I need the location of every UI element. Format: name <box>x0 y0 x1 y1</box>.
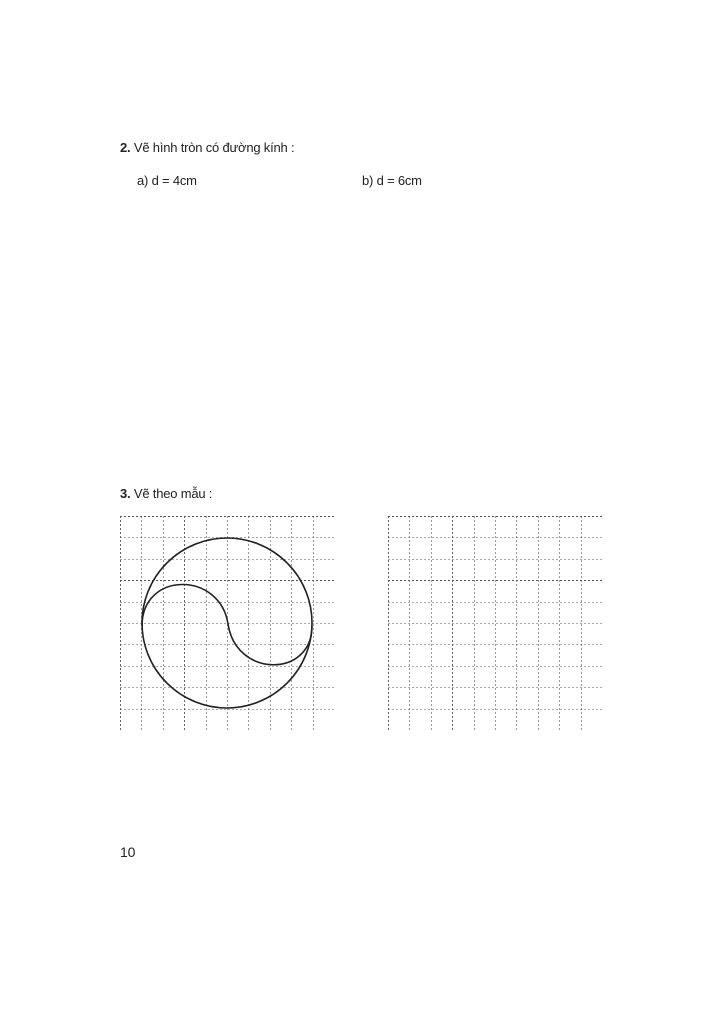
page-number: 10 <box>120 844 136 860</box>
exercise-3-instruction: Vẽ theo mẫu : <box>133 486 213 501</box>
exercise-3-heading <box>120 486 212 501</box>
blank-grid[interactable] <box>388 516 602 730</box>
exercise-2-number: 2. <box>120 140 131 155</box>
exercise-3-number: 3. <box>120 486 131 501</box>
exercise-2-part-a: a) d = 4cm <box>137 173 197 188</box>
s-curve <box>142 584 312 664</box>
blank-grid-lines <box>388 516 602 730</box>
outer-circle <box>142 538 312 708</box>
exercise-2-heading <box>120 140 294 155</box>
exercise-2-part-b: b) d = 6cm <box>362 173 422 188</box>
yin-yang-sample-drawing <box>142 538 312 708</box>
sample-grid <box>120 516 334 730</box>
exercise-2-instruction: Vẽ hình tròn có đường kính : <box>133 140 295 155</box>
sample-grid-lines <box>120 516 334 730</box>
